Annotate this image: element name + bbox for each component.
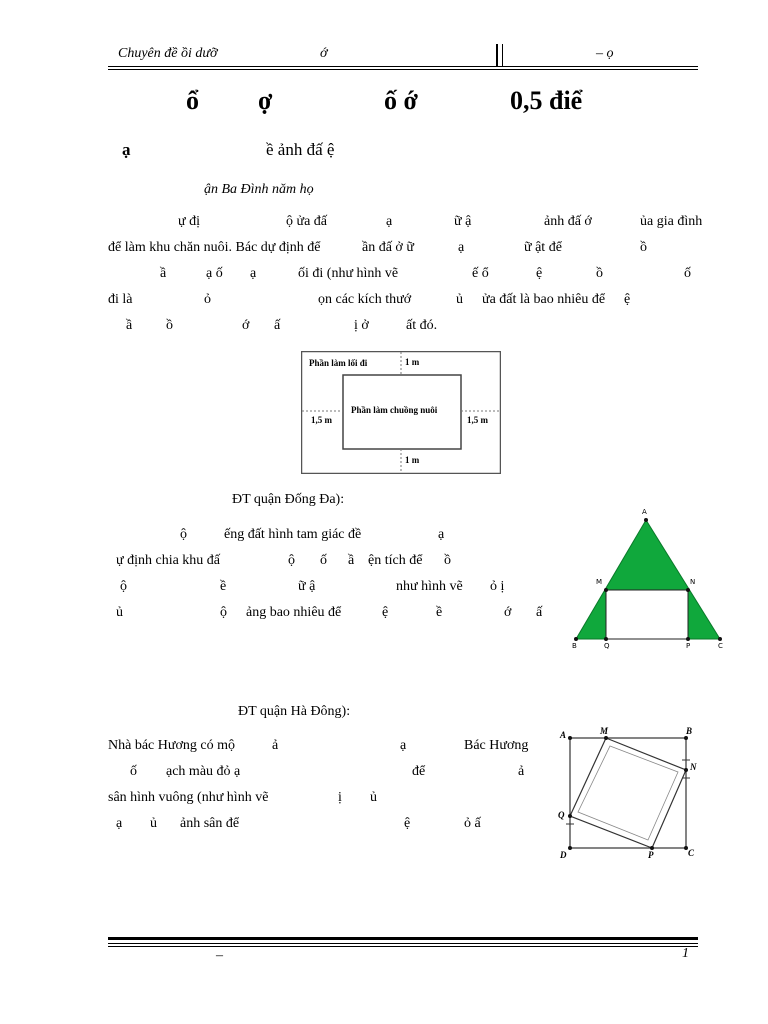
- problem3-text: [108, 733, 538, 843]
- section-subtitle: ề ảnh đấ ệ: [266, 140, 335, 159]
- label-bottom-distance: 1 m: [405, 455, 420, 465]
- text-fragment: ủ: [370, 790, 377, 805]
- vertex-label-p: P: [648, 850, 654, 860]
- text-fragment: ảng bao nhiêu để: [246, 605, 342, 620]
- text-fragment: ạch màu đỏ ạ: [166, 764, 241, 779]
- text-fragment: để: [412, 764, 426, 779]
- text-fragment: ất đó.: [406, 318, 438, 333]
- vertex-label-a: A: [560, 730, 567, 740]
- text-fragment: ệ: [382, 605, 389, 620]
- text-fragment: ấ: [274, 318, 281, 333]
- text-fragment: ệ: [404, 816, 411, 831]
- page-number: 1: [682, 946, 689, 961]
- text-fragment: ộ: [288, 553, 295, 568]
- text-fragment: ửa đất là bao nhiêu để: [482, 292, 606, 307]
- text-fragment: ự đị: [178, 214, 200, 229]
- text-fragment: ạ: [116, 816, 123, 831]
- text-fragment: ộ: [180, 527, 187, 542]
- text-fragment: ồ: [640, 240, 647, 255]
- text-fragment: ấ: [536, 605, 543, 620]
- vertex-label-n: N: [690, 762, 697, 772]
- section-subtitle-prefix: ạ: [122, 140, 131, 159]
- text-fragment: ện tích để: [368, 553, 423, 568]
- figure-land-plot: [301, 351, 501, 474]
- footer-rule: [108, 937, 698, 940]
- footer-rule-thin: [108, 943, 698, 944]
- vertex-label-a: A: [642, 508, 647, 516]
- text-fragment: ỏ ị: [490, 579, 505, 594]
- header-rule-thin: [108, 69, 698, 70]
- label-walkway: Phần làm lối đi: [309, 358, 368, 368]
- vertex-label-p: P: [686, 642, 691, 650]
- title-part-2: ợ: [258, 86, 273, 115]
- text-fragment: ạ: [250, 266, 257, 281]
- text-fragment: ế ổ: [472, 266, 489, 281]
- text-fragment: sân hình vuông (như hình vẽ: [108, 790, 269, 805]
- title-part-3: ố ớ: [384, 86, 418, 115]
- text-fragment: ồ: [444, 553, 451, 568]
- figure-nested-square: [554, 724, 704, 866]
- text-fragment: ề: [220, 579, 227, 594]
- text-fragment: ả: [272, 738, 279, 753]
- text-fragment: ỏ ấ: [464, 816, 481, 831]
- text-fragment: Bác Hương: [464, 738, 529, 753]
- text-fragment: Nhà bác Hương có mộ: [108, 738, 235, 753]
- text-fragment: ủ: [456, 292, 463, 307]
- vertex-label-m: M: [596, 578, 603, 586]
- title-part-1: ổ: [186, 86, 199, 115]
- text-fragment: ữ ậ: [298, 579, 316, 594]
- text-fragment: ộ: [220, 605, 227, 620]
- text-fragment: ủa gia đình: [640, 214, 703, 229]
- text-fragment: ả: [518, 764, 525, 779]
- vertex-label-q: Q: [558, 810, 565, 820]
- page-header: [108, 44, 698, 66]
- footer-text: –: [216, 948, 223, 963]
- text-fragment: ữ ật để: [524, 240, 562, 255]
- text-fragment: ối đi (như hình vẽ: [298, 266, 399, 281]
- vertex-label-b: B: [686, 726, 693, 736]
- vertex-label-n: N: [690, 578, 696, 586]
- text-fragment: ầ: [348, 553, 355, 568]
- text-fragment: ạ: [438, 527, 445, 542]
- header-left-text: Chuyên đề ồi dưỡ: [118, 46, 218, 61]
- text-fragment: ị ở: [354, 318, 369, 333]
- text-fragment: ầ: [160, 266, 167, 281]
- text-fragment: ộ: [120, 579, 127, 594]
- label-right-distance: 1,5 m: [467, 415, 488, 425]
- text-fragment: ệ: [536, 266, 543, 281]
- text-fragment: ề: [436, 605, 443, 620]
- text-fragment: để làm khu chăn nuôi. Bác dự định để: [108, 240, 321, 255]
- text-fragment: đi là: [108, 292, 133, 307]
- text-fragment: ạ: [458, 240, 465, 255]
- text-fragment: ồ: [166, 318, 173, 333]
- vertex-label-c: C: [718, 642, 723, 650]
- text-fragment: ồ: [596, 266, 603, 281]
- problem1-source: ận Ba Đình năm họ: [204, 182, 314, 197]
- footer-rule-thin: [108, 946, 698, 947]
- problem2-source: ĐT quận Đống Đa):: [232, 492, 345, 507]
- header-right-text: – ọ: [596, 46, 614, 61]
- header-mid-text: ớ: [320, 46, 328, 61]
- problem2-text: [108, 522, 558, 632]
- text-fragment: ộ ửa đấ: [286, 214, 328, 229]
- text-fragment: ớ: [504, 605, 512, 620]
- text-fragment: ố: [320, 553, 327, 568]
- vertex-label-d: D: [560, 850, 567, 860]
- text-fragment: ố: [684, 266, 691, 281]
- vertex-label-q: Q: [604, 642, 610, 650]
- title-part-4: 0,5 điể: [510, 86, 583, 115]
- text-fragment: ọn các kích thướ: [318, 292, 412, 307]
- problem1-text: [108, 209, 703, 349]
- text-fragment: ệ: [624, 292, 631, 307]
- problem3-source: ĐT quận Hà Đông):: [238, 704, 351, 719]
- text-fragment: ạ: [400, 738, 407, 753]
- figure-triangle: [562, 508, 732, 656]
- header-rule: [108, 66, 698, 67]
- text-fragment: ớ: [242, 318, 250, 333]
- label-top-distance: 1 m: [405, 357, 420, 367]
- vertex-label-b: B: [572, 642, 577, 650]
- text-fragment: ỏ: [204, 292, 211, 307]
- text-fragment: ảnh sân để: [180, 816, 240, 831]
- text-fragment: ị: [338, 790, 342, 805]
- text-fragment: ự định chia khu đấ: [116, 553, 221, 568]
- vertex-label-m: M: [600, 726, 609, 736]
- text-fragment: ữ ậ: [454, 214, 472, 229]
- text-fragment: ố: [130, 764, 137, 779]
- text-fragment: ủ: [116, 605, 123, 620]
- text-fragment: ạ: [386, 214, 393, 229]
- vertex-label-c: C: [688, 848, 695, 858]
- nested-square-diagram: [554, 724, 704, 866]
- text-fragment: ủ: [150, 816, 157, 831]
- text-fragment: ầ: [126, 318, 133, 333]
- header-divider: [496, 44, 503, 66]
- text-fragment: ạ ố: [206, 266, 223, 281]
- label-pen-area: Phần làm chuồng nuôi: [351, 405, 438, 415]
- text-fragment: ần đấ ở ữ: [362, 240, 414, 255]
- triangle-diagram: [562, 508, 732, 656]
- text-fragment: như hình vẽ: [396, 579, 463, 594]
- label-left-distance: 1,5 m: [311, 415, 332, 425]
- text-fragment: ảnh đấ ớ: [544, 214, 592, 229]
- text-fragment: ếng đất hình tam giác đề: [224, 527, 362, 542]
